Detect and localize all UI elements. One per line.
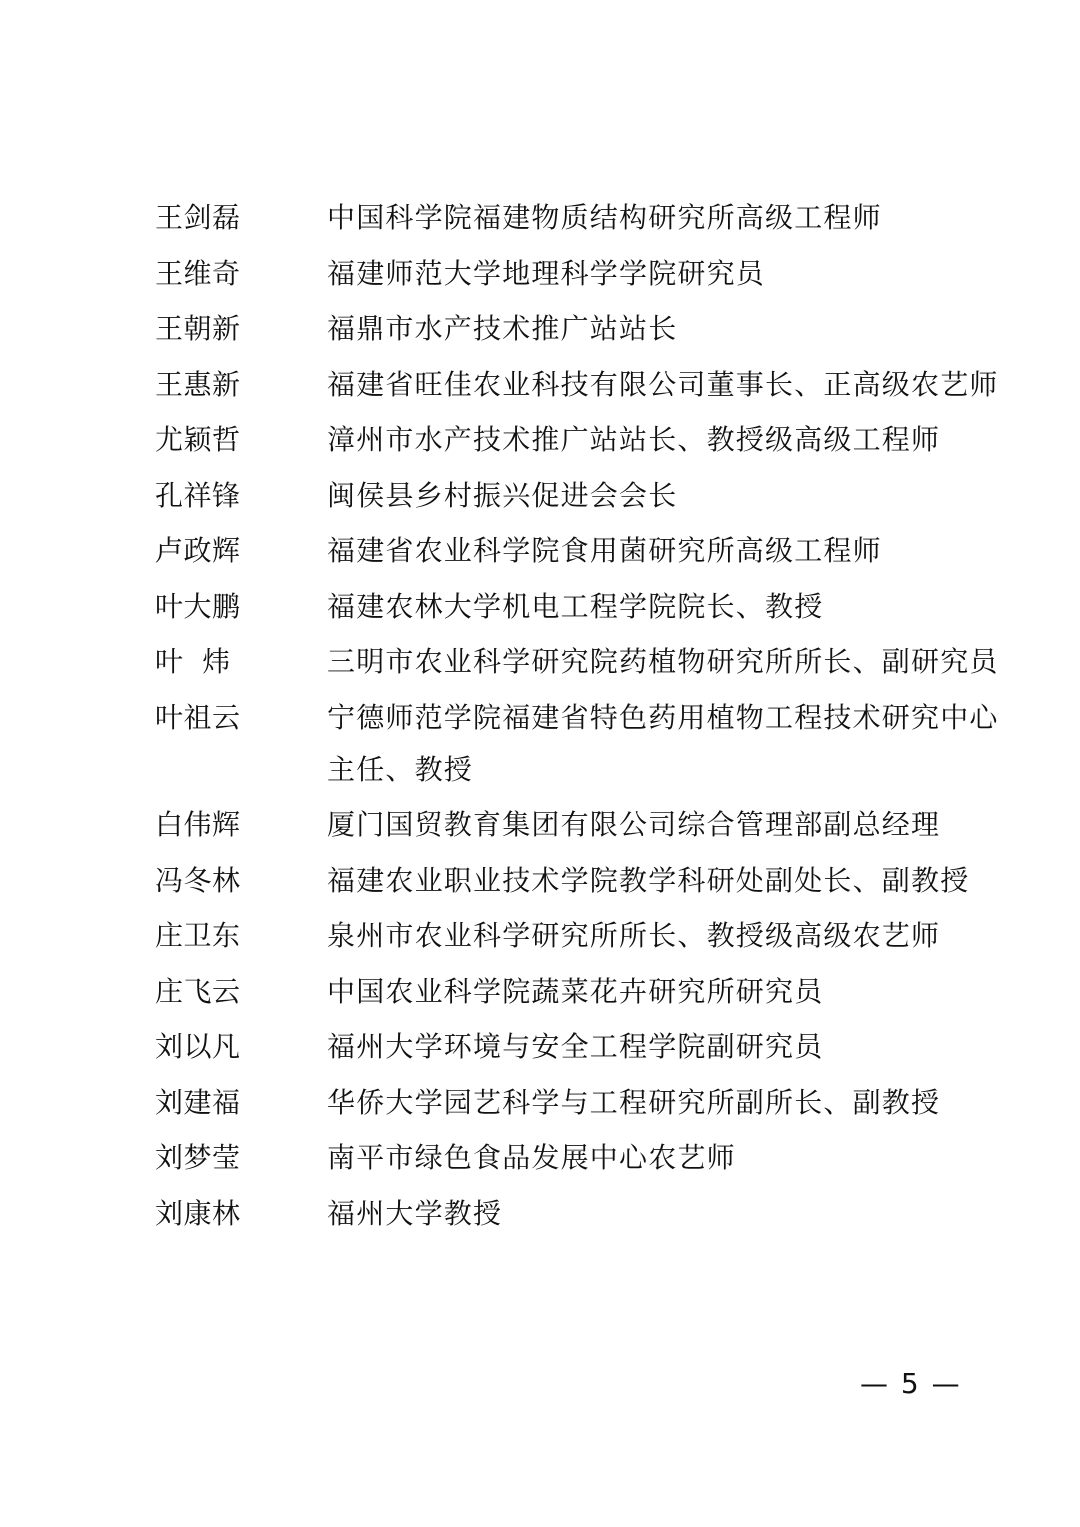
member-title: 福建师范大学地理科学学院研究员 <box>327 256 766 290</box>
member-title: 福建农业职业技术学院教学科研处副处长、副教授 <box>327 863 970 897</box>
list-item <box>155 692 1025 796</box>
list-item <box>155 303 1025 355</box>
member-name: 王朝新 <box>155 312 241 345</box>
member-name: 刘康林 <box>155 1196 241 1230</box>
member-name: 庄卫东 <box>155 919 241 952</box>
member-name: 白伟辉 <box>155 808 241 841</box>
member-name: 王维奇 <box>155 256 241 290</box>
list-item <box>155 414 1025 466</box>
list-item <box>155 855 1025 907</box>
member-title: 闽侯县乡村振兴促进会会长 <box>327 478 678 512</box>
list-item <box>155 525 1025 577</box>
member-name: 卢政辉 <box>155 534 241 567</box>
list-item <box>155 910 1025 962</box>
list-item <box>155 248 1025 300</box>
member-name: 冯冬林 <box>155 863 241 897</box>
list-item <box>155 1188 1025 1240</box>
member-title: 三明市农业科学研究院药植物研究所所长、副研究员 <box>327 645 999 678</box>
list-item <box>155 470 1025 522</box>
member-title: 厦门国贸教育集团有限公司综合管理部副总经理 <box>327 808 941 841</box>
list-item <box>155 192 1025 244</box>
member-title: 宁德师范学院福建省特色药用植物工程技术研究中心主任、教授 <box>327 700 999 786</box>
member-name: 叶大鹏 <box>155 589 241 623</box>
member-title: 福建农林大学机电工程学院院长、教授 <box>327 589 824 623</box>
member-name: 叶 炜 <box>155 645 231 678</box>
member-title: 福州大学环境与安全工程学院副研究员 <box>327 1030 824 1063</box>
list-item <box>155 359 1025 411</box>
member-name: 尤颖哲 <box>155 423 241 456</box>
page-number: — 5 — <box>860 1367 962 1400</box>
member-name: 王剑磊 <box>155 201 241 234</box>
list-item <box>155 1132 1025 1184</box>
member-title: 福州大学教授 <box>327 1196 503 1230</box>
list-item <box>155 636 1025 688</box>
member-name: 刘建福 <box>155 1085 241 1119</box>
member-title: 福建省农业科学院食用菌研究所高级工程师 <box>327 534 882 567</box>
member-title: 漳州市水产技术推广站站长、教授级高级工程师 <box>327 423 941 456</box>
member-name: 孔祥锋 <box>155 478 241 512</box>
member-title: 中国科学院福建物质结构研究所高级工程师 <box>327 201 882 234</box>
member-title: 泉州市农业科学研究所所长、教授级高级农艺师 <box>327 919 941 952</box>
list-item <box>155 966 1025 1018</box>
member-list <box>155 192 1025 1243</box>
list-item <box>155 1021 1025 1073</box>
member-title: 南平市绿色食品发展中心农艺师 <box>327 1141 736 1174</box>
list-item <box>155 799 1025 851</box>
list-item <box>155 581 1025 633</box>
list-item <box>155 1077 1025 1129</box>
member-name: 刘梦莹 <box>155 1141 241 1174</box>
member-title: 中国农业科学院蔬菜花卉研究所研究员 <box>327 974 824 1008</box>
member-name: 刘以凡 <box>155 1030 241 1063</box>
member-title: 福建省旺佳农业科技有限公司董事长、正高级农艺师 <box>327 367 999 401</box>
member-title: 华侨大学园艺科学与工程研究所副所长、副教授 <box>327 1085 941 1119</box>
member-name: 庄飞云 <box>155 974 241 1008</box>
member-name: 叶祖云 <box>155 700 241 734</box>
member-name: 王惠新 <box>155 367 241 401</box>
member-title: 福鼎市水产技术推广站站长 <box>327 312 678 345</box>
